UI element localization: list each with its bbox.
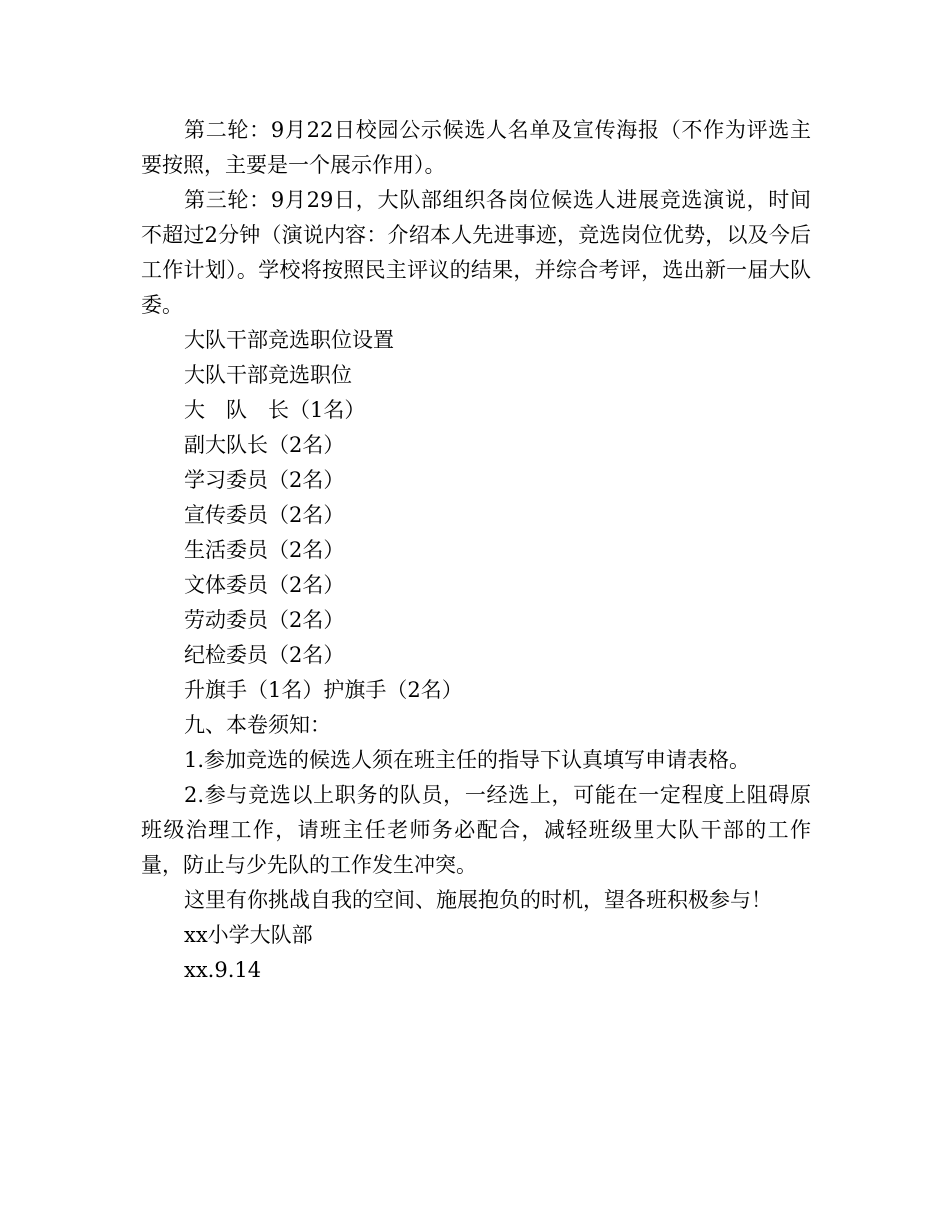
position-item: 文体委员（2名） <box>184 573 345 597</box>
position-item: 生活委员（2名） <box>184 538 345 562</box>
position-item: 升旗手（1名）护旗手（2名） <box>184 678 463 702</box>
positions-heading: 大队干部竞选职位设置 <box>184 328 394 352</box>
notice-item: 2.参与竞选以上职务的队员，一经选上，可能在一定程度上阻碍原班级治理工作，请班主任老师务必配合，减轻班级里大队干部的工作量，防止与少先队的工作发生冲突。 <box>141 783 811 877</box>
round-two-paragraph: 第二轮：9月22日校园公示候选人名单及宣传海报（不作为评选主要按照，主要是一个展示作用）。 <box>141 118 811 177</box>
position-item: 副大队长（2名） <box>184 433 345 457</box>
signature: xx小学大队部 <box>184 923 313 947</box>
positions-subheading: 大队干部竞选职位 <box>184 363 352 387</box>
closing-paragraph: 这里有你挑战自我的空间、施展抱负的时机，望各班积极参与！ <box>184 888 772 912</box>
position-item: 纪检委员（2名） <box>184 643 345 667</box>
round-three-paragraph: 第三轮：9月29日，大队部组织各岗位候选人进展竞选演说，时间不超过2分钟（演说内容：介绍本人先进事迹，竞选岗位优势，以及今后工作计划）。学校将按照民主评议的结果，并综合考评，选出新一届大队委。 <box>141 188 811 317</box>
document-body <box>141 113 811 988</box>
notice-item: 1.参加竞选的候选人须在班主任的指导下认真填写申请表格。 <box>184 748 751 772</box>
position-item: 宣传委员（2名） <box>184 503 345 527</box>
notice-heading: 九、本卷须知： <box>184 713 331 737</box>
position-item: 大 队 长（1名） <box>184 398 366 422</box>
position-item: 劳动委员（2名） <box>184 608 345 632</box>
position-item: 学习委员（2名） <box>184 468 345 492</box>
document-date: xx.9.14 <box>184 958 262 982</box>
